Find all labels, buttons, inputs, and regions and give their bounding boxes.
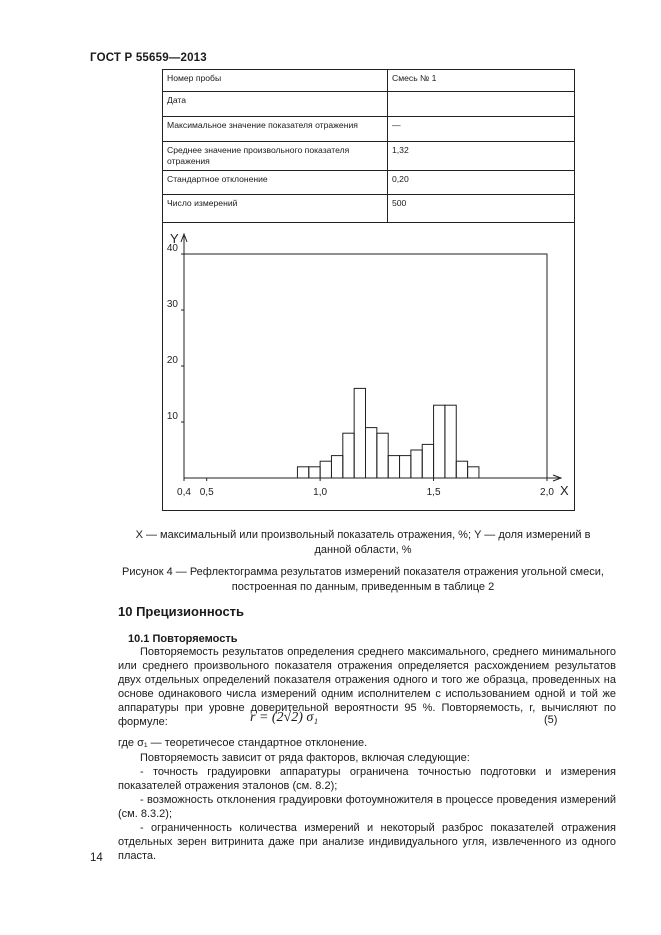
- x-tick-label: 0,5: [199, 487, 214, 498]
- x-tick-label: 0,4: [177, 487, 191, 498]
- figure-caption: Рисунок 4 — Рефлектограмма результатов измерений показателя отражения угольной смеси, построенная по данным, приведенным в таблице 2: [122, 566, 604, 593]
- table-cell-value: 0,20: [388, 171, 575, 195]
- y-axis-label: Y: [170, 231, 179, 246]
- table-cell-value: —: [388, 117, 575, 142]
- table-cell-value: [388, 92, 575, 117]
- formula: r = (2√2) σ₁: [250, 710, 319, 725]
- x-tick-label: 2,0: [540, 487, 554, 498]
- table-row: [163, 142, 575, 171]
- table-cell-value: 1,32: [388, 142, 575, 171]
- histogram-bar: [331, 456, 342, 478]
- histogram-bar: [366, 428, 377, 478]
- list-item: - ограниченность количества измерений и некоторый разброс показателей отражения отдельных зерен витринита даже при анализе индивидуального угля, извлеченного из одного пласта.: [118, 822, 616, 862]
- table-row: [163, 70, 575, 92]
- reflectogram-chart: [162, 218, 575, 510]
- y-tick-label: 30: [166, 299, 178, 310]
- table-row: [163, 117, 575, 142]
- subsection-title: 10.1 Повторяемость: [128, 633, 238, 645]
- histogram-bar: [400, 456, 411, 478]
- histogram-bar: [468, 467, 479, 478]
- x-tick-label: 1,0: [313, 487, 328, 498]
- table-cell-label: Номер пробы: [163, 70, 388, 92]
- table-cell-label: Стандартное отклонение: [163, 171, 388, 195]
- section-title: 10 Прецизионность: [118, 604, 245, 619]
- y-tick-label: 10: [166, 411, 178, 422]
- histogram-bar: [309, 467, 320, 478]
- table-cell-value: Смесь № 1: [388, 70, 575, 92]
- histogram-bar: [445, 405, 456, 478]
- y-tick-label: 20: [166, 355, 178, 366]
- histogram-bar: [354, 388, 365, 478]
- x-tick-label: 1,5: [426, 487, 441, 498]
- figure-legend: X — максимальный или произвольный показатель отражения, %; Y — доля измерений в данной области, %: [135, 529, 591, 556]
- paragraph: Повторяемость результатов определения среднего максимального, среднего минимального или среднего произвольного показателя отражения определяется расхождением результатов двух отдельных определений показателя отражения одного и того же образца, проведенных на основе одинакового числа измерений одним исполнителем с использованием одной и той же аппаратуры при уровне доверительной вероятности 95 %. Повторяемость, r, вычисляют по формуле:: [118, 646, 616, 728]
- x-axis-label: X: [560, 483, 569, 498]
- table-cell-label: Число измерений: [163, 195, 388, 223]
- table-cell-label: Максимальное значение показателя отражения: [163, 117, 388, 142]
- table-cell-label: Среднее значение произвольного показателя отражения: [163, 142, 388, 171]
- paragraph-block: [118, 751, 616, 863]
- histogram-bar: [411, 450, 422, 478]
- table-cell-label: Дата: [163, 92, 388, 117]
- sample-table: [162, 69, 575, 223]
- histogram-bar: [320, 461, 331, 478]
- formula-explanation: где σ₁ — теоретичесое стандартное отклонение.: [118, 737, 368, 749]
- page-number: 14: [90, 852, 103, 864]
- y-tick-label: 40: [166, 243, 178, 254]
- histogram-bar: [456, 461, 467, 478]
- list-item: - возможность отклонения градуировки фотоумножителя в процессе проведения измерений (см. 8.3.2);: [118, 794, 616, 820]
- histogram-bar: [343, 433, 354, 478]
- paragraph: Повторяемость зависит от ряда факторов, включая следующие:: [140, 752, 470, 764]
- histogram-bar: [297, 467, 308, 478]
- document-header: ГОСТ Р 55659—2013: [90, 52, 207, 64]
- list-item: - точность градуировки аппаратуры ограничена точностью подготовки и измерения показателей отражения эталонов (см. 8.2);: [118, 766, 616, 792]
- histogram-bar: [422, 444, 433, 478]
- formula-number: (5): [544, 714, 558, 726]
- histogram-bar: [388, 456, 399, 478]
- table-cell-value: 500: [388, 195, 575, 223]
- histogram-bar: [434, 405, 445, 478]
- table-row: [163, 171, 575, 195]
- histogram-bar: [377, 433, 388, 478]
- table-row: [163, 92, 575, 117]
